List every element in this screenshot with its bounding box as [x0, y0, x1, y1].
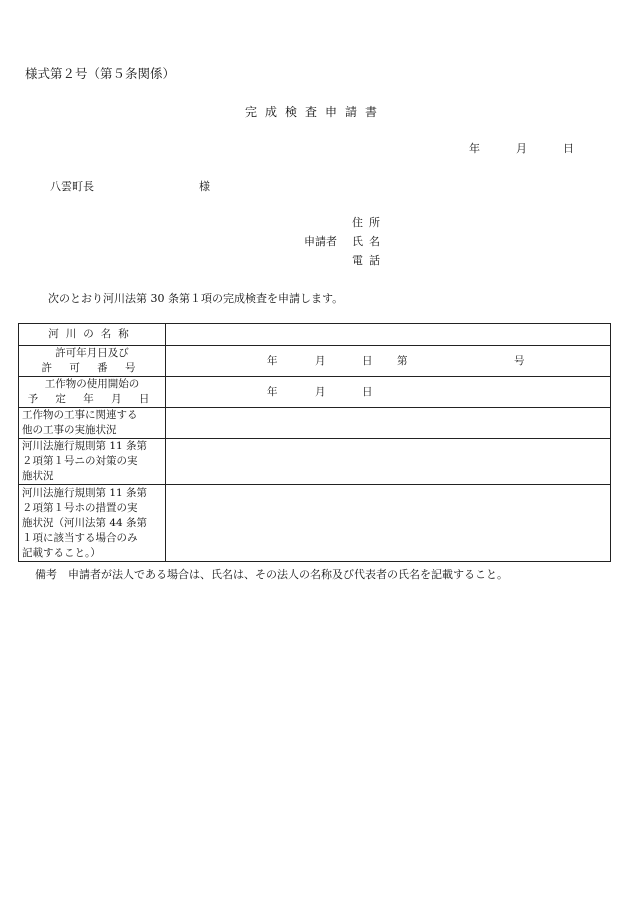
- planned-start-label-line2: 予 定 年 月 日: [27, 393, 157, 405]
- permit-month-label: 月: [315, 354, 326, 367]
- applicant-label: 申請者: [304, 235, 337, 248]
- river-name-label: 河川の名称: [19, 324, 166, 346]
- measures-label-line2: ２項第１号ホの措置の実: [22, 501, 138, 514]
- related-works-label-line1: 工作物の工事に関連する: [22, 409, 138, 421]
- measures-label: [19, 485, 166, 562]
- permit-day-label: 日: [362, 354, 373, 367]
- permit-year-label: 年: [267, 354, 278, 367]
- countermeasures-value-cell[interactable]: [166, 439, 611, 485]
- river-name-value-cell[interactable]: [166, 324, 611, 346]
- planned-year-label: 年: [267, 385, 278, 398]
- planned-start-label-line1: 工作物の使用開始の: [44, 378, 140, 390]
- application-info-table: [18, 323, 611, 562]
- permit-label-line2: 許 可 番 号: [41, 362, 143, 374]
- remarks-note: 備考 申請者が法人である場合は、氏名は、その法人の名称及び代表者の氏名を記載すること。: [35, 568, 508, 581]
- countermeasures-label-line3: 施状況: [22, 470, 54, 482]
- applicant-name-label: 氏名: [352, 235, 386, 248]
- addressee-name: 八雲町長: [50, 180, 94, 193]
- form-number: 様式第２号（第５条関係）: [25, 66, 176, 81]
- countermeasures-label-line1: 河川法施行規則第 11 条第: [22, 440, 148, 452]
- related-works-label: [19, 408, 166, 439]
- table-row-related-works: [19, 408, 611, 439]
- application-statement: 次のとおり河川法第 30 条第１項の完成検査を申請します。: [48, 292, 344, 305]
- permit-number-label: 号: [514, 354, 525, 367]
- countermeasures-label: [19, 439, 166, 485]
- measures-value-cell[interactable]: [166, 485, 611, 562]
- date-year-label: 年: [469, 142, 480, 155]
- table-row-river-name: [19, 324, 611, 346]
- permit-date-number-value-cell[interactable]: [166, 346, 611, 377]
- permit-date-number-label: [19, 346, 166, 377]
- planned-month-label: 月: [315, 385, 326, 398]
- applicant-address-label: 住所: [352, 216, 386, 229]
- planned-day-label: 日: [362, 385, 373, 398]
- measures-label-line1: 河川法施行規則第 11 条第: [22, 486, 148, 499]
- planned-start-date-value-cell[interactable]: [166, 377, 611, 408]
- related-works-label-line2: 他の工事の実施状況: [22, 424, 117, 436]
- countermeasures-label-line2: ２項第１号ニの対策の実: [22, 455, 138, 467]
- permit-label-line1: 許可年月日及び: [55, 347, 129, 359]
- table-row-permit-date-number: [19, 346, 611, 377]
- table-row-planned-start-date: [19, 377, 611, 408]
- table-row-countermeasures: [19, 439, 611, 485]
- table-row-measures: [19, 485, 611, 562]
- permit-dai-label: 第: [397, 354, 408, 367]
- addressee-honorific: 様: [199, 180, 210, 193]
- date-day-label: 日: [563, 142, 574, 155]
- date-month-label: 月: [516, 142, 527, 155]
- measures-label-line4: １項に該当する場合のみ: [22, 531, 138, 544]
- planned-start-date-label: [19, 377, 166, 408]
- applicant-phone-label: 電話: [352, 254, 386, 267]
- related-works-value-cell[interactable]: [166, 408, 611, 439]
- measures-label-line5: 記載すること。）: [22, 546, 101, 559]
- document-title: 完成検査申請書: [244, 105, 385, 119]
- measures-label-line3: 施状況（河川法第 44 条第: [22, 516, 148, 529]
